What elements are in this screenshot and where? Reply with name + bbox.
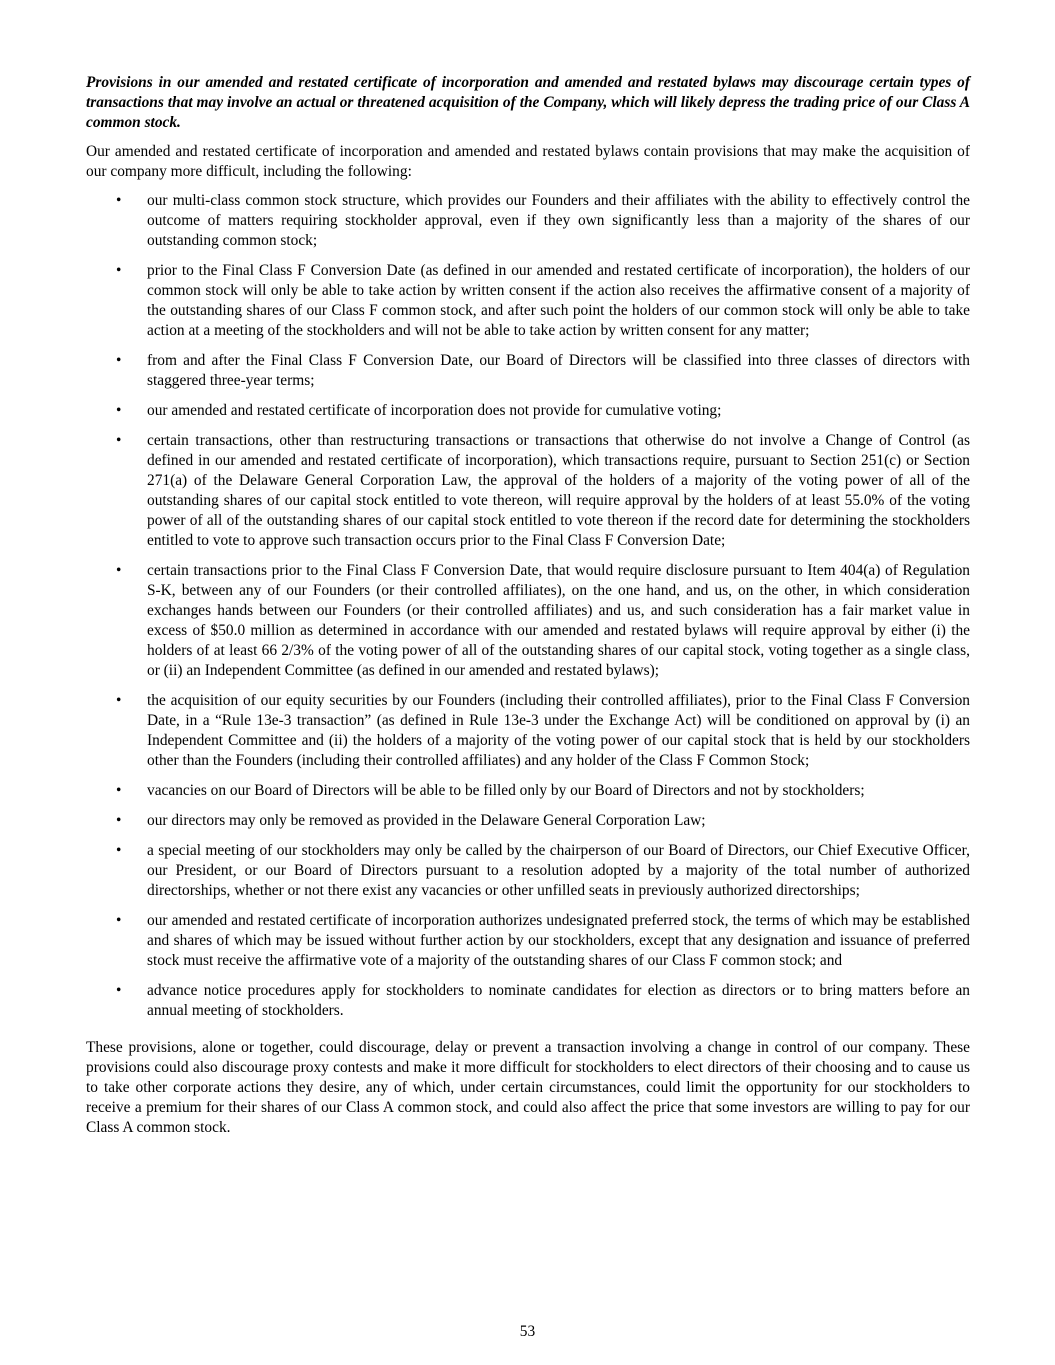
bullet-icon: • <box>116 842 122 859</box>
list-item <box>86 911 970 971</box>
bullet-icon: • <box>116 982 122 999</box>
list-item-text: advance notice procedures apply for stockholders to nominate candidates for election as directors or to bring matters before an annual meeting of stockholders. <box>147 982 970 1019</box>
bullet-icon: • <box>116 692 122 709</box>
bullet-icon: • <box>116 432 122 449</box>
bullet-icon: • <box>116 562 122 579</box>
document-page <box>86 73 970 1138</box>
list-item <box>86 981 970 1021</box>
list-item <box>86 191 970 251</box>
bullet-icon: • <box>116 812 122 829</box>
list-item-text: certain transactions, other than restructuring transactions or transactions that otherwise do not involve a Change of Control (as defined in our amended and restated certificate of incorporation), which transactions require, pursuant to Section 251(c) or Section 271(a) of the Delaware General Corporation Law, the approval of the holders of a majority of the voting power of all of the outstanding shares of our capital stock entitled to vote thereon, will require approval by the holders of at least 55.0% of the voting power of all of the outstanding shares of our capital stock entitled to vote thereon if the record date for determining the stockholders entitled to vote to approve such transaction occurs prior to the Final Class F Conversion Date; <box>147 432 970 549</box>
page-number: 53 <box>519 1323 536 1340</box>
list-item <box>86 261 970 341</box>
provisions-list <box>86 191 970 1021</box>
bullet-icon: • <box>116 782 122 799</box>
list-item-text: the acquisition of our equity securities by our Founders (including their controlled affiliates), prior to the Final Class F Conversion Date, in a “Rule 13e-3 transaction” (as defined in Rule 13e-3 under the Exchange Act) will be conditioned on approval by (i) an Independent Committee and (ii) the holders of a majority of the voting power of our capital stock that is held by our stockholders other than the Founders (including their controlled affiliates) and any holder of the Class F Common Stock; <box>147 692 970 769</box>
bullet-icon: • <box>116 262 122 279</box>
list-item-text: our directors may only be removed as provided in the Delaware General Corporation Law; <box>147 812 706 829</box>
list-item-text: prior to the Final Class F Conversion Date (as defined in our amended and restated certificate of incorporation), the holders of our common stock will only be able to take action by written consent if the action also receives the affirmative consent of a majority of the outstanding shares of our Class F common stock, and after such point the holders of our common stock will only be able to take action at a meeting of the stockholders and will not be able to take action by written consent for any matter; <box>147 262 970 339</box>
list-item <box>86 351 970 391</box>
bullet-icon: • <box>116 192 122 209</box>
list-item <box>86 401 970 421</box>
bullet-icon: • <box>116 402 122 419</box>
list-item <box>86 841 970 901</box>
list-item <box>86 811 970 831</box>
intro-paragraph: Our amended and restated certificate of incorporation and amended and restated bylaws contain provisions that may make the acquisition of our company more difficult, including the following: <box>86 143 970 180</box>
closing-paragraph: These provisions, alone or together, could discourage, delay or prevent a transaction involving a change in control of our company. These provisions could also discourage proxy contests and make it more difficult for stockholders to elect directors of their choosing and to cause us to take other corporate actions they desire, any of which, under certain circumstances, could limit the opportunity for our stockholders to receive a premium for their shares of our Class A common stock, and could also affect the price that some investors are willing to pay for our Class A common stock. <box>86 1039 970 1136</box>
list-item-text: our amended and restated certificate of incorporation authorizes undesignated preferred stock, the terms of which may be established and shares of which may be issued without further action by our stockholders, except that any designation and issuance of preferred stock must receive the affirmative vote of a majority of the outstanding shares of our Class F common stock; and <box>147 912 970 969</box>
bullet-icon: • <box>116 912 122 929</box>
list-item <box>86 691 970 771</box>
list-item-text: a special meeting of our stockholders may only be called by the chairperson of our Board of Directors, our Chief Executive Officer, our President, or our Board of Directors pursuant to a resolution adopted by a majority of the total number of authorized directorships, whether or not there exist any vacancies or other unfilled seats in previously authorized directorships; <box>147 842 970 899</box>
list-item-text: certain transactions prior to the Final Class F Conversion Date, that would require disclosure pursuant to Item 404(a) of Regulation S-K, between any of our Founders (or their controlled affiliates), on the one hand, and us, on the other, in which consideration exchanges hands between our Founders (or their controlled affiliates) and us, and such consideration has a fair market value in excess of $50.0 million as determined in accordance with our amended and restated bylaws will require approval by either (i) the holders of at least 66 2/3% of the voting power of all of the outstanding shares of our capital stock, voting together as a single class, or (ii) an Independent Committee (as defined in our amended and restated bylaws); <box>147 562 970 679</box>
list-item <box>86 561 970 681</box>
list-item-text: from and after the Final Class F Conversion Date, our Board of Directors will be classified into three classes of directors with staggered three-year terms; <box>147 352 970 389</box>
list-item-text: our amended and restated certificate of incorporation does not provide for cumulative voting; <box>147 402 722 419</box>
list-item-text: vacancies on our Board of Directors will be able to be filled only by our Board of Directors and not by stockholders; <box>147 782 865 799</box>
bullet-icon: • <box>116 352 122 369</box>
list-item-text: our multi-class common stock structure, which provides our Founders and their affiliates with the ability to effectively control the outcome of matters requiring stockholder approval, even if they own significantly less than a majority of the shares of our outstanding common stock; <box>147 192 970 249</box>
section-heading: Provisions in our amended and restated certificate of incorporation and amended and restated bylaws may discourage certain types of transactions that may involve an actual or threatened acquisition of the Company, which will likely depress the trading price of our Class A common stock. <box>86 74 970 131</box>
list-item <box>86 781 970 801</box>
list-item <box>86 431 970 551</box>
